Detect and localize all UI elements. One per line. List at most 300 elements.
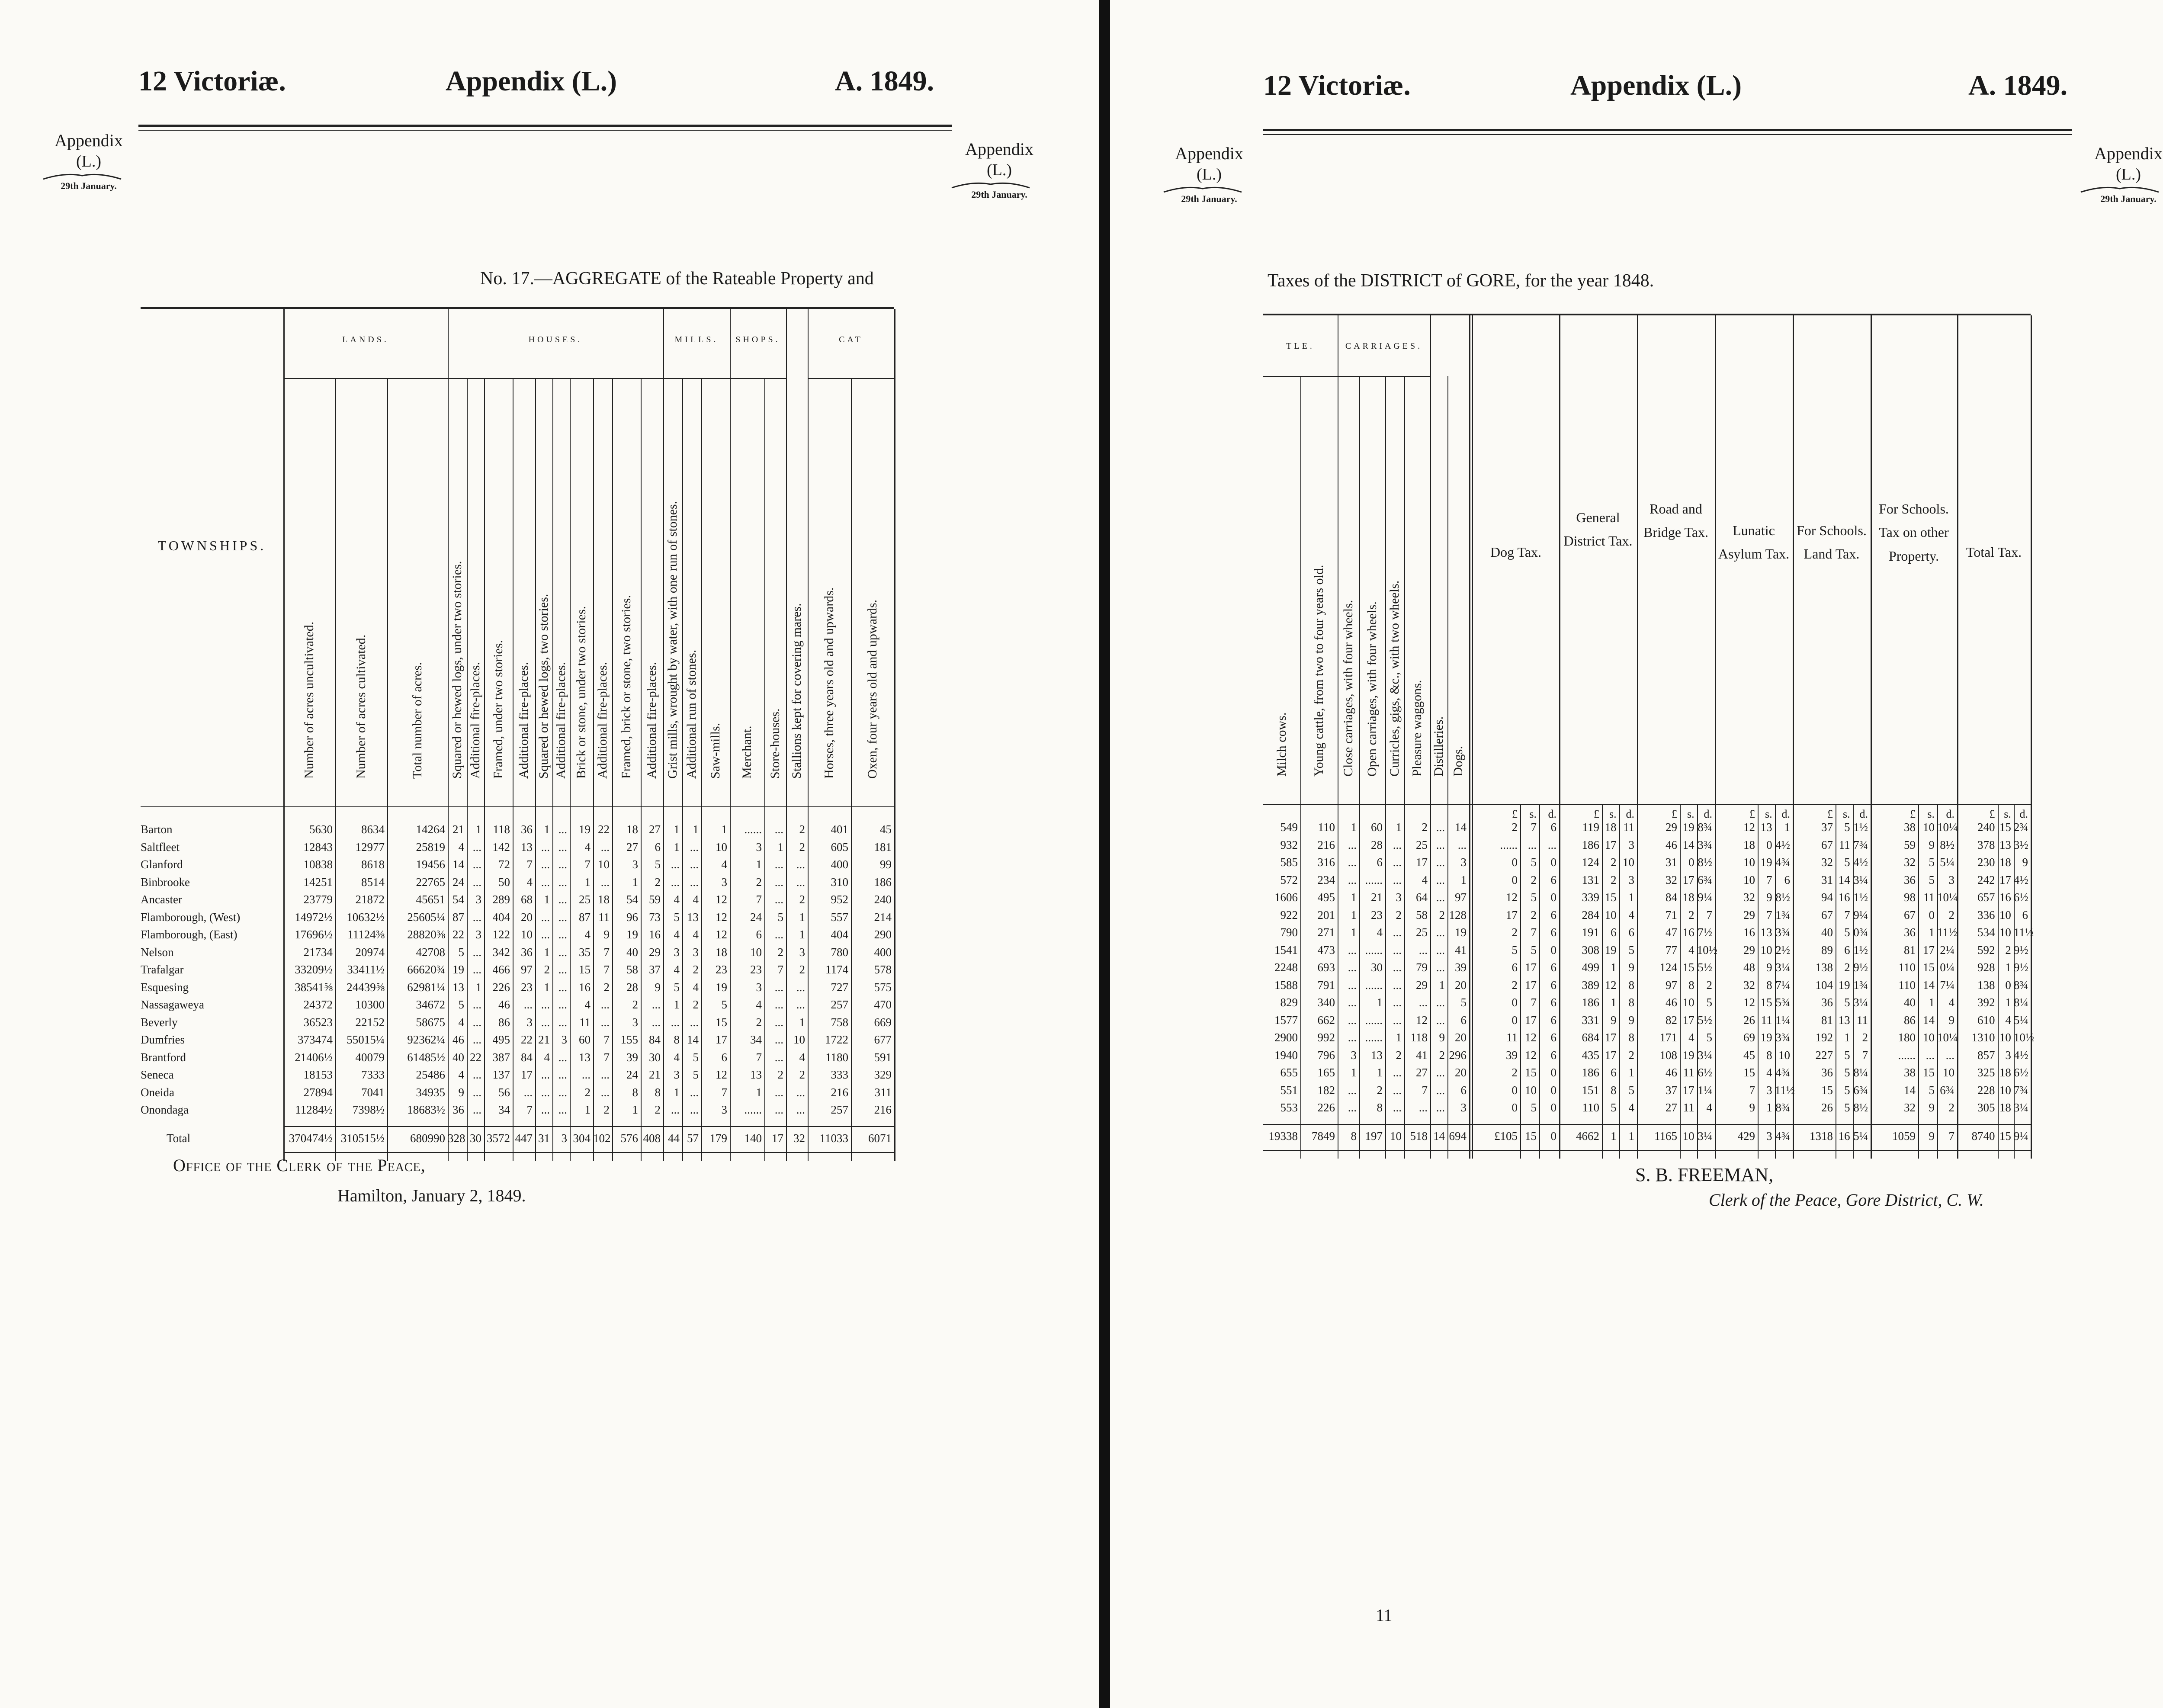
money-cell: 29: [1666, 821, 1677, 834]
column-header-label: Grist mills, wrought by water, with one run of stones.: [665, 501, 680, 779]
table-cell: 58: [626, 963, 638, 976]
table-cell: 40: [452, 1050, 464, 1064]
table-cell: 5: [777, 910, 783, 924]
table-cell: 2: [544, 963, 550, 976]
table-cell: 1: [1351, 908, 1357, 921]
table-cell: 20: [1455, 1066, 1467, 1079]
money-cell: 10: [1999, 926, 2011, 939]
table-cell: 10: [521, 928, 533, 941]
table-cell: 7: [603, 945, 610, 959]
money-cell: 5: [1628, 943, 1634, 957]
table-cell: 1: [721, 823, 727, 836]
money-cell: 3¾: [1698, 838, 1712, 851]
total-cell: 518: [1410, 1129, 1428, 1143]
money-cell: 186: [1582, 1066, 1599, 1079]
money-cell: 2: [1948, 1101, 1954, 1114]
table-cell: 10: [598, 858, 610, 871]
table-cell: 5: [655, 858, 661, 871]
table-cell: 1: [1396, 821, 1402, 834]
money-cell: 7: [1862, 1048, 1868, 1062]
table-cell: ......: [744, 1103, 762, 1116]
table-cell: 34935: [416, 1085, 445, 1099]
table-cell: ...: [774, 858, 783, 871]
group-label-cattle: TLE.: [1286, 341, 1315, 351]
table-cell: 1: [674, 1085, 680, 1099]
table-cell: 8: [1377, 1101, 1383, 1114]
table-cell: 296: [1449, 1048, 1467, 1062]
township-name: Beverly: [141, 1015, 178, 1029]
table-cell: 21734: [303, 945, 333, 959]
township-name: Seneca: [141, 1068, 174, 1081]
table-cell: 271: [1317, 926, 1335, 939]
table-cell: ...: [523, 998, 533, 1011]
money-cell: 305: [1977, 1101, 1995, 1114]
margin-note-left: [1159, 143, 1259, 205]
table-cell: 34: [498, 1103, 510, 1116]
table-cell: ...: [472, 1015, 481, 1029]
column-header: [484, 378, 513, 802]
table-cell: ...: [796, 1103, 805, 1116]
money-cell: 0: [1688, 856, 1694, 869]
money-unit-label: d.: [1704, 808, 1712, 820]
table-cell: 5: [693, 1050, 699, 1064]
table-cell: 66620¾: [407, 963, 445, 976]
table-cell: ...: [558, 1068, 567, 1081]
column-header-label: Squared or hewed logs, under two stories.: [450, 561, 464, 779]
money-cell: 19: [1760, 1031, 1772, 1044]
money-cell: 3¼: [1853, 996, 1868, 1009]
table-cell: 39: [626, 1050, 638, 1064]
table-cell: ...: [671, 1015, 680, 1029]
table-cell: 6: [655, 840, 661, 854]
table-cell: 2: [693, 963, 699, 976]
money-cell: 11½: [1937, 926, 1958, 939]
money-cell: 10: [1999, 1083, 2011, 1097]
total-cell: 310515½: [340, 1131, 385, 1145]
money-cell: 8: [1628, 996, 1634, 1009]
column-header: [786, 378, 808, 802]
money-cell: 1: [1766, 1101, 1772, 1114]
header-center: Appendix (L.): [446, 65, 617, 97]
money-column-header: Dog Tax.: [1490, 544, 1542, 560]
table-cell: ...: [1393, 838, 1402, 851]
money-cell: 325: [1977, 1066, 1995, 1079]
table-cell: ...: [541, 840, 550, 854]
table-cell: 1: [674, 823, 680, 836]
money-cell: 13: [1760, 821, 1772, 834]
table-cell: 186: [874, 875, 892, 889]
table-cell: 1940: [1274, 1048, 1298, 1062]
table-cell: 8: [655, 1085, 661, 1099]
table-cell: ...: [1348, 1013, 1357, 1027]
table-cell: 572: [1280, 873, 1298, 886]
column-header-label: Number of acres uncultivated.: [302, 621, 316, 779]
table-cell: 4: [693, 893, 699, 906]
table-cell: 22: [452, 928, 464, 941]
table-cell: ...: [774, 893, 783, 906]
money-cell: 8¼: [2013, 996, 2028, 1009]
table-cell: ...: [1436, 1083, 1445, 1097]
money-cell: 104: [1815, 978, 1833, 992]
column-header-label: Oxen, four years old and upwards.: [865, 599, 879, 779]
table-cell: 7: [584, 858, 590, 871]
money-cell: 6¾: [1853, 1083, 1868, 1097]
money-cell: 9: [1929, 838, 1935, 851]
table-cell: 677: [874, 1033, 892, 1046]
money-cell: 1: [2005, 996, 2011, 1009]
money-cell: 6: [1512, 961, 1518, 974]
table-cell: 27: [1416, 1066, 1428, 1079]
column-header-label: Saw-mills.: [708, 722, 722, 779]
table-cell: 87: [452, 910, 464, 924]
money-cell: 15: [1682, 961, 1694, 974]
table-cell: ...: [1393, 926, 1402, 939]
money-cell: 0: [1512, 873, 1518, 886]
table-cell: 2: [693, 998, 699, 1011]
total-money-cell: 1: [1628, 1129, 1634, 1143]
money-cell: 0: [1550, 943, 1556, 957]
table-cell: ...: [1436, 961, 1445, 974]
money-cell: 0¾: [1853, 926, 1868, 939]
money-cell: 15: [1743, 1066, 1755, 1079]
money-unit-label: s.: [1529, 808, 1537, 820]
money-cell: 192: [1815, 1031, 1833, 1044]
table-cell: 9: [1439, 1031, 1445, 1044]
table-cell: 10838: [303, 858, 333, 871]
total-cell: 32: [793, 1131, 805, 1145]
money-cell: 3¼: [2013, 1101, 2028, 1114]
table-cell: 329: [874, 1068, 892, 1081]
table-cell: ...: [558, 1085, 567, 1099]
total-label: Total: [167, 1131, 191, 1145]
money-cell: 2: [1531, 908, 1537, 921]
column-header: [1447, 376, 1469, 800]
table-cell: 28820⅜: [407, 928, 445, 941]
money-cell: 610: [1977, 1013, 1995, 1027]
table-cell: 6: [1460, 1013, 1467, 1027]
column-header: [1338, 376, 1359, 800]
table-cell: 655: [1280, 1066, 1298, 1079]
table-cell: ...: [472, 945, 481, 959]
table-cell: 551: [1280, 1083, 1298, 1097]
header-right: A. 1849.: [1968, 70, 2068, 101]
money-cell: ...: [1945, 1048, 1954, 1062]
money-cell: 10¼: [1937, 821, 1958, 834]
column-header-label: Horses, three years old and upwards.: [822, 587, 836, 779]
column-header-label: Distilleries.: [1431, 716, 1446, 777]
table-cell: ...: [472, 1103, 481, 1116]
column-header: [1263, 376, 1300, 800]
table-cell: 1: [756, 1085, 762, 1099]
total-cell: 3: [561, 1131, 567, 1145]
money-cell: 4½: [2013, 1048, 2028, 1062]
table-cell: 8514: [361, 875, 385, 889]
money-cell: 36: [1904, 873, 1916, 886]
money-cell: 32: [1821, 856, 1833, 869]
money-cell: 19: [1682, 1048, 1694, 1062]
money-unit-label: £: [1749, 808, 1755, 820]
total-cell: 140: [744, 1131, 762, 1145]
table-cell: 4: [584, 998, 590, 1011]
table-cell: ...: [796, 998, 805, 1011]
money-cell: 6: [1550, 996, 1556, 1009]
money-cell: 5: [1706, 1031, 1712, 1044]
table-cell: 1588: [1274, 978, 1298, 992]
table-cell: 4: [458, 840, 464, 854]
money-cell: 9: [1628, 961, 1634, 974]
table-cell: 3: [1460, 1101, 1467, 1114]
header-left: 12 Victoriæ.: [138, 65, 286, 97]
table-cell: ...: [796, 1085, 805, 1099]
money-unit-label: s.: [1842, 808, 1850, 820]
money-cell: 17: [1525, 961, 1537, 974]
table-cell: 2: [799, 840, 805, 854]
table-cell: 7: [603, 1050, 610, 1064]
total-cell: 576: [620, 1131, 638, 1145]
money-cell: ......: [1500, 838, 1518, 851]
margin-note-line1: Appendix: [2094, 144, 2163, 163]
table-cell: 669: [874, 1015, 892, 1029]
money-cell: 12: [1506, 891, 1518, 904]
money-cell: 5: [1929, 1083, 1935, 1097]
money-cell: 11: [1839, 838, 1850, 851]
margin-note-right: [2076, 143, 2163, 205]
money-cell: 2¾: [2013, 821, 2028, 834]
table-cell: 387: [492, 1050, 510, 1064]
table-cell: 1: [632, 875, 638, 889]
table-cell: 1: [1351, 821, 1357, 834]
money-cell: 9¼: [1853, 908, 1868, 921]
money-cell: 19: [1605, 943, 1617, 957]
brace-icon: [1159, 185, 1246, 193]
table-cell: 2: [1396, 1048, 1402, 1062]
money-cell: 378: [1977, 838, 1995, 851]
table-cell: 4: [1422, 873, 1428, 886]
column-divider: [448, 309, 449, 1161]
table-cell: ...: [472, 1068, 481, 1081]
money-cell: 8½: [1775, 891, 1790, 904]
table-cell: ...: [472, 963, 481, 976]
table-cell: 216: [831, 1085, 848, 1099]
table-cell: 12: [716, 910, 727, 924]
money-unit-label: d.: [1859, 808, 1868, 820]
money-cell: 13: [1760, 926, 1772, 939]
money-column-header: For Schools. Land Tax.: [1797, 523, 1867, 562]
money-cell: 6: [2022, 908, 2028, 921]
table-cell: ......: [1365, 873, 1383, 886]
table-cell: 19: [1455, 926, 1467, 939]
money-cell: 2: [2005, 943, 2011, 957]
money-cell: 10: [1743, 873, 1755, 886]
table-cell: 2: [1439, 908, 1445, 921]
column-divider: [808, 309, 809, 1161]
table-cell: 41: [1416, 1048, 1428, 1062]
table-cell: ...: [523, 1085, 533, 1099]
money-cell: 499: [1582, 961, 1599, 974]
table-cell: ...: [774, 875, 783, 889]
table-cell: 4: [693, 928, 699, 941]
table-cell: 38541⅝: [295, 980, 333, 994]
money-cell: 0: [1512, 1101, 1518, 1114]
money-cell: 7¼: [1940, 978, 1954, 992]
column-header-label: Pleasure waggons.: [1410, 680, 1424, 777]
table-cell: 23779: [303, 893, 333, 906]
table-cell: 18: [598, 893, 610, 906]
total-money-cell: 3¼: [1698, 1129, 1712, 1143]
column-divider: [283, 309, 285, 1161]
table-cell: 24372: [303, 998, 333, 1011]
money-cell: 5½: [1698, 1013, 1712, 1027]
total-cell: 179: [709, 1131, 727, 1145]
table-cell: 466: [492, 963, 510, 976]
money-cell: 2: [1512, 821, 1518, 834]
money-cell: 191: [1582, 926, 1599, 939]
total-cell: 11033: [819, 1131, 848, 1145]
money-cell: 6: [1550, 1013, 1556, 1027]
table-cell: 4: [584, 840, 590, 854]
table-cell: 727: [831, 980, 848, 994]
column-header: [467, 378, 484, 802]
table-cell: 2248: [1274, 961, 1298, 974]
rateable-property-table: [141, 307, 894, 1145]
column-header: [570, 378, 593, 802]
column-header-label: Additional fire-places.: [645, 662, 659, 779]
table-cell: ...: [600, 998, 610, 1011]
money-cell: 29: [1743, 908, 1755, 921]
money-cell: 7¼: [1775, 978, 1790, 992]
money-cell: 9½: [2013, 961, 2028, 974]
money-cell: 1: [1628, 891, 1634, 904]
column-header: [641, 378, 663, 802]
money-unit-label: d.: [2019, 808, 2028, 820]
table-cell: 257: [831, 1103, 848, 1116]
column-header: [851, 378, 894, 802]
table-cell: 333: [831, 1068, 848, 1081]
table-cell: ...: [558, 963, 567, 976]
table-cell: 7: [721, 1085, 727, 1099]
table-cell: 25819: [416, 840, 445, 854]
table-cell: 6: [756, 928, 762, 941]
table-cell: 55015¼: [347, 1033, 385, 1046]
townships-header: TOWNSHIPS.: [157, 538, 266, 553]
table-cell: ...: [1436, 926, 1445, 939]
table-cell: 36523: [303, 1015, 333, 1029]
table-cell: 46: [452, 1033, 464, 1046]
money-cell: 8: [1628, 1031, 1634, 1044]
money-cell: 1: [2005, 961, 2011, 974]
table-cell: 122: [492, 928, 510, 941]
table-cell: 28: [626, 980, 638, 994]
money-cell: 32: [1743, 978, 1755, 992]
table-cell: 19: [716, 980, 727, 994]
table-cell: 1174: [825, 963, 848, 976]
money-cell: 6½: [2013, 891, 2028, 904]
money-unit-label: £: [1989, 808, 1995, 820]
total-money-cell: 15: [1525, 1129, 1537, 1143]
table-cell: 6: [1377, 856, 1383, 869]
table-cell: 137: [492, 1068, 510, 1081]
column-header-label: Additional fire-places.: [595, 662, 610, 779]
table-cell: 27: [626, 840, 638, 854]
money-cell: 4: [1706, 1101, 1712, 1114]
table-cell: 58675: [416, 1015, 445, 1029]
money-cell: 1: [1784, 821, 1790, 834]
table-cell: 6: [1460, 1083, 1467, 1097]
table-cell: 29: [649, 945, 661, 959]
margin-note-left: [39, 130, 138, 192]
table-cell: ...: [1436, 996, 1445, 1009]
total-money-cell: 9¼: [2013, 1129, 2028, 1143]
table-cell: 20: [521, 910, 533, 924]
column-header-label: Framed, under two stories.: [491, 640, 505, 779]
table-cell: 20: [1455, 978, 1467, 992]
table-cell: 7: [603, 963, 610, 976]
table-cell: ...: [541, 875, 550, 889]
table-cell: 14: [452, 858, 464, 871]
column-header-label: Additional fire-places.: [554, 662, 568, 779]
table-cell: 60: [579, 1033, 590, 1046]
table-cell: ...: [671, 1103, 680, 1116]
table-cell: 400: [874, 945, 892, 959]
table-cell: ...: [558, 893, 567, 906]
money-cell: 10: [1622, 856, 1634, 869]
money-cell: 8¾: [2013, 978, 2028, 992]
table-cell: ...: [1436, 1066, 1445, 1079]
money-cell: 0: [1512, 996, 1518, 1009]
money-cell: 2: [1512, 1066, 1518, 1079]
money-cell: 6½: [1698, 1066, 1712, 1079]
table-cell: 9: [603, 928, 610, 941]
money-cell: ...: [1547, 838, 1556, 851]
margin-note-date: 29th January.: [61, 180, 117, 191]
table-cell: ...: [1436, 1013, 1445, 1027]
total-money-cell: 5¼: [1853, 1129, 1868, 1143]
table-cell: 19: [626, 928, 638, 941]
money-cell: 0: [1512, 1013, 1518, 1027]
money-cell: 2½: [1775, 943, 1790, 957]
table-cell: ...: [1393, 961, 1402, 974]
money-cell: 5: [1844, 996, 1850, 1009]
money-cell: 3: [1628, 838, 1634, 851]
money-cell: 81: [1904, 943, 1916, 957]
table-cell: ...: [1418, 943, 1428, 957]
money-cell: 10: [1605, 908, 1617, 921]
column-header-label: Squared or hewed logs, two stories.: [536, 594, 551, 779]
table-cell: 591: [874, 1050, 892, 1064]
money-cell: 928: [1977, 961, 1995, 974]
money-cell: 26: [1821, 1101, 1833, 1114]
money-cell: 592: [1977, 943, 1995, 957]
table-cell: 2: [799, 1068, 805, 1081]
money-cell: 5: [1706, 996, 1712, 1009]
table-cell: 19456: [416, 858, 445, 871]
money-unit-label: d.: [1781, 808, 1790, 820]
table-cell: 2: [1422, 821, 1428, 834]
table-cell: 585: [1280, 856, 1298, 869]
table-cell: 4: [674, 928, 680, 941]
total-money-cell: 4¾: [1775, 1129, 1790, 1143]
money-cell: 5½: [1698, 961, 1712, 974]
header-rule: [1263, 129, 2072, 131]
money-cell: 5: [1844, 1066, 1850, 1079]
table-cell: 5: [674, 910, 680, 924]
table-cell: 35: [579, 945, 590, 959]
money-cell: 15: [1923, 1066, 1935, 1079]
table-cell: 142: [492, 840, 510, 854]
money-cell: 684: [1582, 1031, 1599, 1044]
money-cell: 16: [1999, 891, 2011, 904]
table-cell: 84: [521, 1050, 533, 1064]
